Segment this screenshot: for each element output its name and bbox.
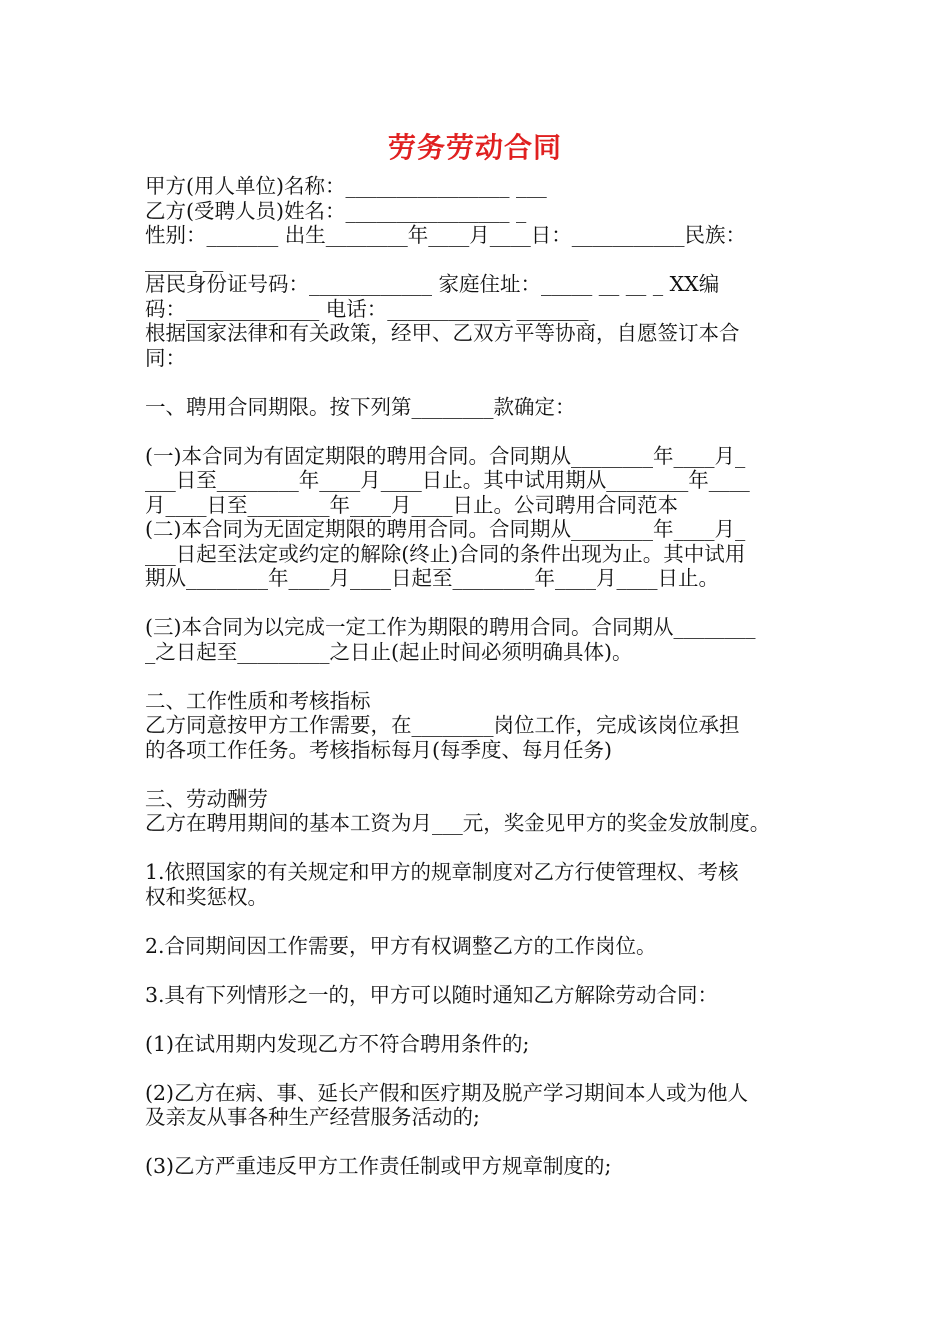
text-line: (二)本合同为无固定期限的聘用合同。合同期从________年____月_ (145, 517, 746, 541)
text-line: (2)乙方在病、事、延长产假和医疗期及脱产学习期间本人或为他人 (145, 1080, 749, 1105)
paragraph-spacer (145, 664, 825, 689)
text-line: ___日起至法定或约定的解除(终止)合同的条件出现为止。其中试用 (145, 541, 746, 566)
text-line: 一、聘用合同期限。按下列第________款确定： (145, 394, 576, 419)
text-line: 乙方同意按甲方工作需要，在________岗位工作，完成该岗位承担 (145, 713, 740, 737)
text-line: 乙方在聘用期间的基本工资为月___元，奖金见甲方的奖金发放制度。 (145, 811, 771, 835)
paragraph-spacer (145, 836, 825, 861)
paragraph-spacer (145, 958, 825, 983)
text-line: (1)在试用期内发现乙方不符合聘用条件的; (145, 1031, 530, 1056)
paragraph-spacer (145, 370, 825, 395)
document-title: 劳务劳动合同 (387, 131, 562, 164)
text-line: 甲方(用人单位)名称：________________ ___ (145, 174, 547, 198)
text-line: (一)本合同为有固定期限的聘用合同。合同期从________年____月_ (145, 443, 746, 468)
text-line: 权和奖惩权。 (145, 884, 268, 909)
text-line: ___日至________年____月____日止。其中试用期从________年____ (145, 468, 750, 492)
text-line: 同： (145, 345, 186, 370)
text-line: (3)乙方严重违反甲方工作责任制或甲方规章制度的; (145, 1154, 612, 1178)
paragraph-spacer (145, 1007, 825, 1032)
text-line: 三、劳动酬劳 (145, 786, 268, 811)
paragraph-spacer (145, 419, 825, 444)
text-line: 码：_____________ 电话：____________ _______ (145, 296, 589, 321)
text-line: 及亲友从事各种生产经营服务活动的; (145, 1105, 480, 1129)
document-body (145, 174, 825, 1179)
paragraph-spacer (145, 762, 825, 787)
text-line: _____ __ (145, 247, 224, 272)
text-line: 居民身份证号码：____________ 家庭住址：_____ __ __ _ XX编 (145, 272, 720, 296)
paragraph-spacer (145, 909, 825, 934)
text-line: 根据国家法律和有关政策，经甲、乙双方平等协商，自愿签订本合 (145, 321, 740, 345)
text-line: 月____日至________年____月____日止。公司聘用合同范本 (145, 492, 678, 517)
paragraph-spacer (145, 1130, 825, 1155)
text-line: 二、工作性质和考核指标 (145, 688, 371, 713)
text-line: 性别：_______ 出生________年____月____日：___________民族： (145, 223, 747, 247)
paragraph-spacer (145, 1056, 825, 1081)
text-line: 的各项工作任务。考核指标每月(每季度、每月任务) (145, 737, 612, 762)
text-line: 3.具有下列情形之一的，甲方可以随时通知乙方解除劳动合同： (145, 982, 719, 1007)
paragraph-spacer (145, 591, 825, 616)
text-line: _之日起至_________之日止(起止时间必须明确具体)。 (145, 639, 633, 664)
text-line: (三)本合同为以完成一定工作为期限的聘用合同。合同期从________ (145, 615, 756, 639)
text-line: 1.依照国家的有关规定和甲方的规章制度对乙方行使管理权、考核 (145, 860, 739, 884)
text-line: 乙方(受聘人员)姓名：________________ _ (145, 198, 527, 223)
text-line: 期从________年____月____日起至________年____月____日止。 (145, 566, 719, 590)
text-line: 2.合同期间因工作需要，甲方有权调整乙方的工作岗位。 (145, 933, 657, 958)
